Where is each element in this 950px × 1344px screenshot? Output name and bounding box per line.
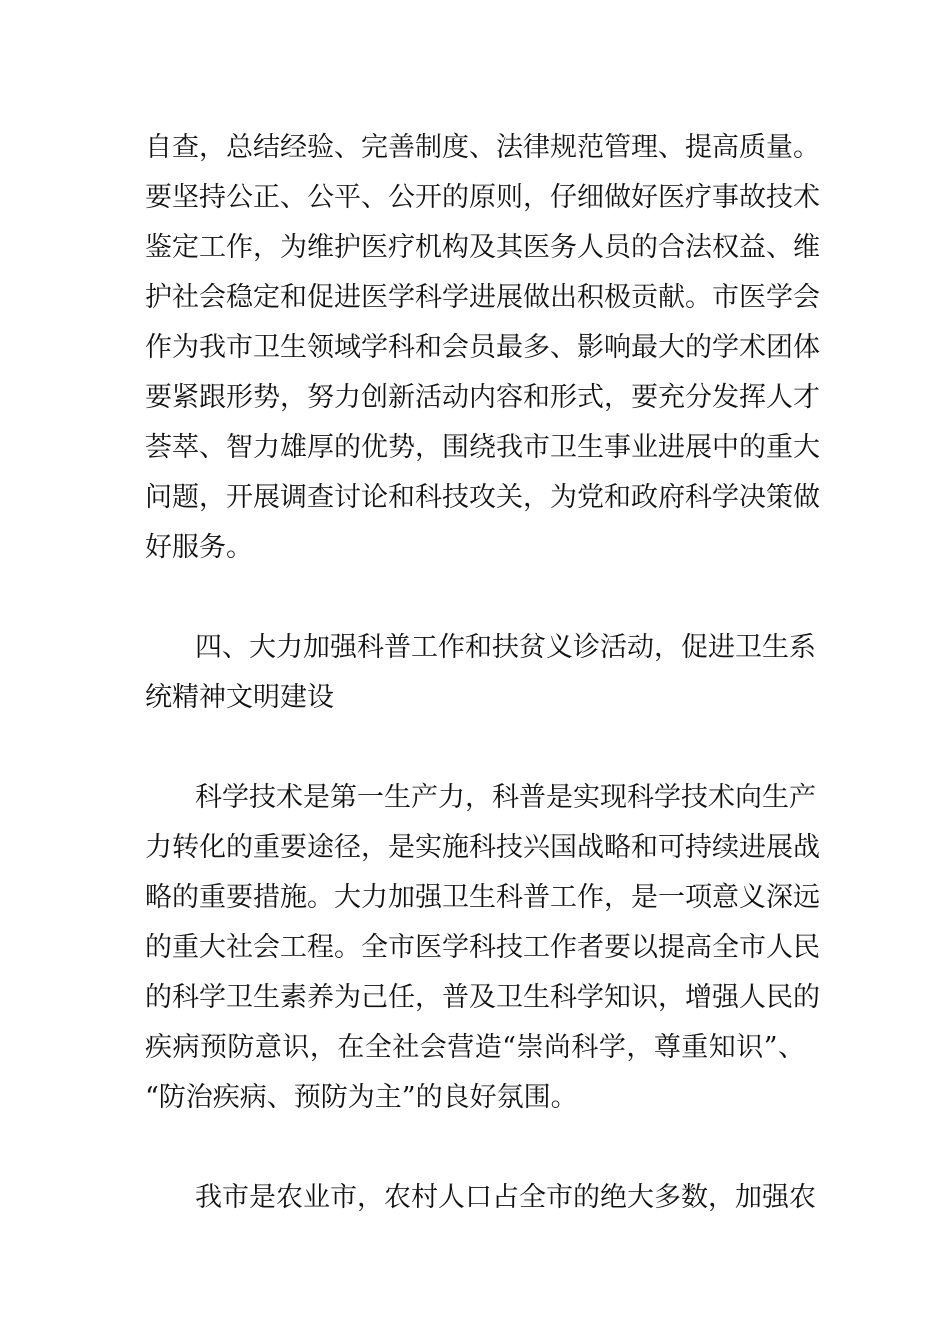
paragraph-4-line-1: 我市是农业市，农村人口占全市的绝大多数，加强农	[195, 1182, 816, 1213]
paragraph-1-line-6: 要紧跟形势，努力创新活动内容和形式，要充分发挥人才	[145, 382, 820, 413]
paragraph-3-line-2: 力转化的重要途径，是实施科技兴国战略和可持续进展战	[145, 832, 820, 863]
paragraph-3-line-3: 略的重要措施。大力加强卫生科普工作，是一项意义深远	[145, 882, 820, 913]
paragraph-1-line-5: 作为我市卫生领域学科和会员最多、影响最大的学术团体	[145, 332, 820, 363]
paragraph-3-line-1: 科学技术是第一生产力，科普是实现科学技术向生产	[195, 782, 816, 813]
paragraph-1-line-7: 荟萃、智力雄厚的优势，围绕我市卫生事业进展中的重大	[145, 432, 820, 463]
paragraph-1-line-1: 自查，总结经验、完善制度、法律规范管理、提高质量。	[145, 132, 820, 163]
paragraph-3-line-5: 的科学卫生素养为己任，普及卫生科学知识，增强人民的	[145, 982, 820, 1013]
paragraph-1-line-3: 鉴定工作，为维护医疗机构及其医务人员的合法权益、维	[145, 232, 820, 263]
paragraph-1-line-2: 要坚持公正、公平、公开的原则，仔细做好医疗事故技术	[145, 182, 820, 213]
paragraph-1-line-4: 护社会稳定和促进医学科学进展做出积极贡献。市医学会	[145, 282, 820, 313]
section-heading-line-2: 统精神文明建设	[145, 682, 334, 713]
paragraph-3-line-7: “防治疾病、预防为主”的良好氛围。	[145, 1082, 578, 1113]
section-heading-line-1: 四、大力加强科普工作和扶贫义诊活动，促进卫生系	[195, 632, 816, 663]
paragraph-3-line-6: 疾病预防意识，在全社会营造“崇尚科学，尊重知识”、	[145, 1032, 805, 1063]
paragraph-1-line-9: 好服务。	[145, 532, 253, 563]
paragraph-1-line-8: 问题，开展调查讨论和科技攻关，为党和政府科学决策做	[145, 482, 820, 513]
paragraph-3-line-4: 的重大社会工程。全市医学科技工作者要以提高全市人民	[145, 932, 820, 963]
